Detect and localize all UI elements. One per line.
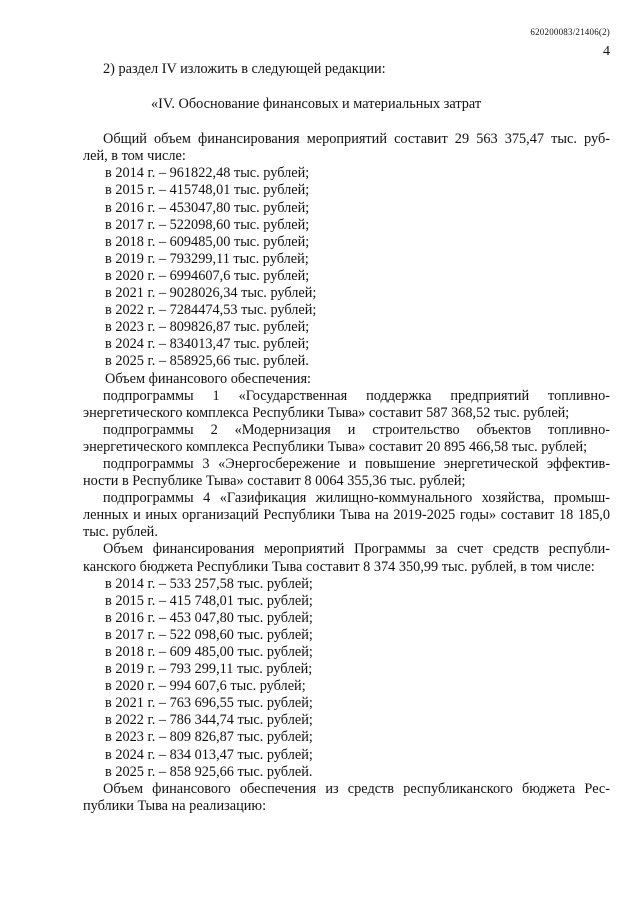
list-item: в 2016 г. – 453047,80 тыс. рублей; (105, 199, 310, 216)
list-item: в 2019 г. – 793299,11 тыс. рублей; (105, 250, 309, 267)
yearly-total-list (93, 165, 610, 370)
text-line: энергетического комплекса Республики Тыва» составит 20 895 466,58 тыс. рублей; (83, 438, 588, 455)
list-item: в 2020 г. – 6994607,6 тыс. рублей; (105, 267, 310, 284)
subprogram-4 (83, 490, 610, 541)
subprogram-1 (83, 387, 610, 422)
closing-paragraph (83, 780, 610, 815)
total-financing-paragraph (83, 131, 610, 165)
text-line: канского бюджета Республики Тыва составит 8 374 350,99 тыс. рублей, в том числе: (83, 558, 595, 575)
list-item: в 2021 г. – 763 696,55 тыс. рублей; (105, 695, 313, 712)
page-number: 4 (603, 44, 610, 59)
text-line: подпрограммы 4 «Газификация жилищно-коммунального хозяйства, промыш- (103, 490, 610, 507)
list-item: в 2016 г. – 453 047,80 тыс. рублей; (105, 609, 313, 626)
list-item: в 2025 г. – 858925,66 тыс. рублей. (105, 353, 309, 370)
text-line: Общий объем финансирования мероприятий составит 29 563 375,47 тыс. руб- (103, 131, 610, 148)
text-line: ленных и иных организаций Республики Тыва на 2019-2025 годы» составит 18 185,0 (83, 507, 610, 524)
list-item: в 2017 г. – 522 098,60 тыс. рублей; (105, 626, 313, 643)
list-item: в 2015 г. – 415748,01 тыс. рублей; (105, 182, 310, 199)
intro-paragraph: 2) раздел IV изложить в следующей редакции: (103, 61, 386, 77)
list-item: в 2021 г. – 9028026,34 тыс. рублей; (105, 285, 317, 302)
subprogram-2 (83, 421, 610, 456)
list-item: в 2022 г. – 7284474,53 тыс. рублей; (105, 302, 317, 319)
list-item: в 2017 г. – 522098,60 тыс. рублей; (105, 216, 310, 233)
list-item: в 2015 г. – 415 748,01 тыс. рублей; (105, 592, 313, 609)
yearly-republic-list (93, 576, 610, 781)
document-body (83, 61, 610, 815)
list-item: в 2014 г. – 533 257,58 тыс. рублей; (105, 575, 313, 592)
text-line: публики Тыва на реализацию: (83, 797, 267, 814)
document-code: 620200083/21406(2) (530, 27, 610, 37)
text-line: подпрограммы 1 «Государственная поддержка предприятий топливно- (103, 387, 610, 404)
text-line: ности в Республике Тыва» составит 8 0064 355,36 тыс. рублей; (83, 473, 466, 490)
list-item: в 2022 г. – 786 344,74 тыс. рублей; (105, 712, 313, 729)
list-item: в 2019 г. – 793 299,11 тыс. рублей; (105, 661, 313, 678)
list-item: в 2018 г. – 609 485,00 тыс. рублей; (105, 644, 313, 660)
text-line: Объем финансового обеспечения из средств республиканского бюджета Рес- (103, 780, 610, 797)
text-line: подпрограммы 3 «Энергосбережение и повышение энергетической эффектив- (103, 455, 610, 472)
list-item: в 2018 г. – 609485,00 тыс. рублей; (105, 233, 310, 250)
financing-volume-label: Объем финансового обеспечения: (105, 370, 311, 387)
list-item: в 2020 г. – 994 607,6 тыс. рублей; (105, 678, 306, 695)
text-line: подпрограммы 2 «Модернизация и строительство объектов топливно- (103, 421, 610, 438)
republic-budget-paragraph (83, 541, 610, 575)
list-item: в 2014 г. – 961822,48 тыс. рублей; (105, 165, 310, 182)
list-item: в 2025 г. – 858 925,66 тыс. рублей. (105, 763, 313, 780)
list-item: в 2024 г. – 834 013,47 тыс. рублей; (105, 746, 313, 763)
list-item: в 2023 г. – 809826,87 тыс. рублей; (105, 319, 310, 336)
list-item: в 2023 г. – 809 826,87 тыс. рублей; (105, 729, 313, 746)
section-heading: «IV. Обоснование финансовых и материальных затрат (151, 96, 482, 113)
text-line: тыс. рублей. (83, 524, 158, 541)
subprogram-3 (83, 455, 610, 490)
list-item: в 2024 г. – 834013,47 тыс. рублей; (105, 336, 310, 353)
text-line: лей, в том числе: (83, 148, 186, 165)
text-line: Объем финансирования мероприятий Программы за счет средств республи- (103, 541, 610, 558)
text-line: энергетического комплекса Республики Тыва» составит 587 368,52 тыс. рублей; (83, 404, 570, 421)
